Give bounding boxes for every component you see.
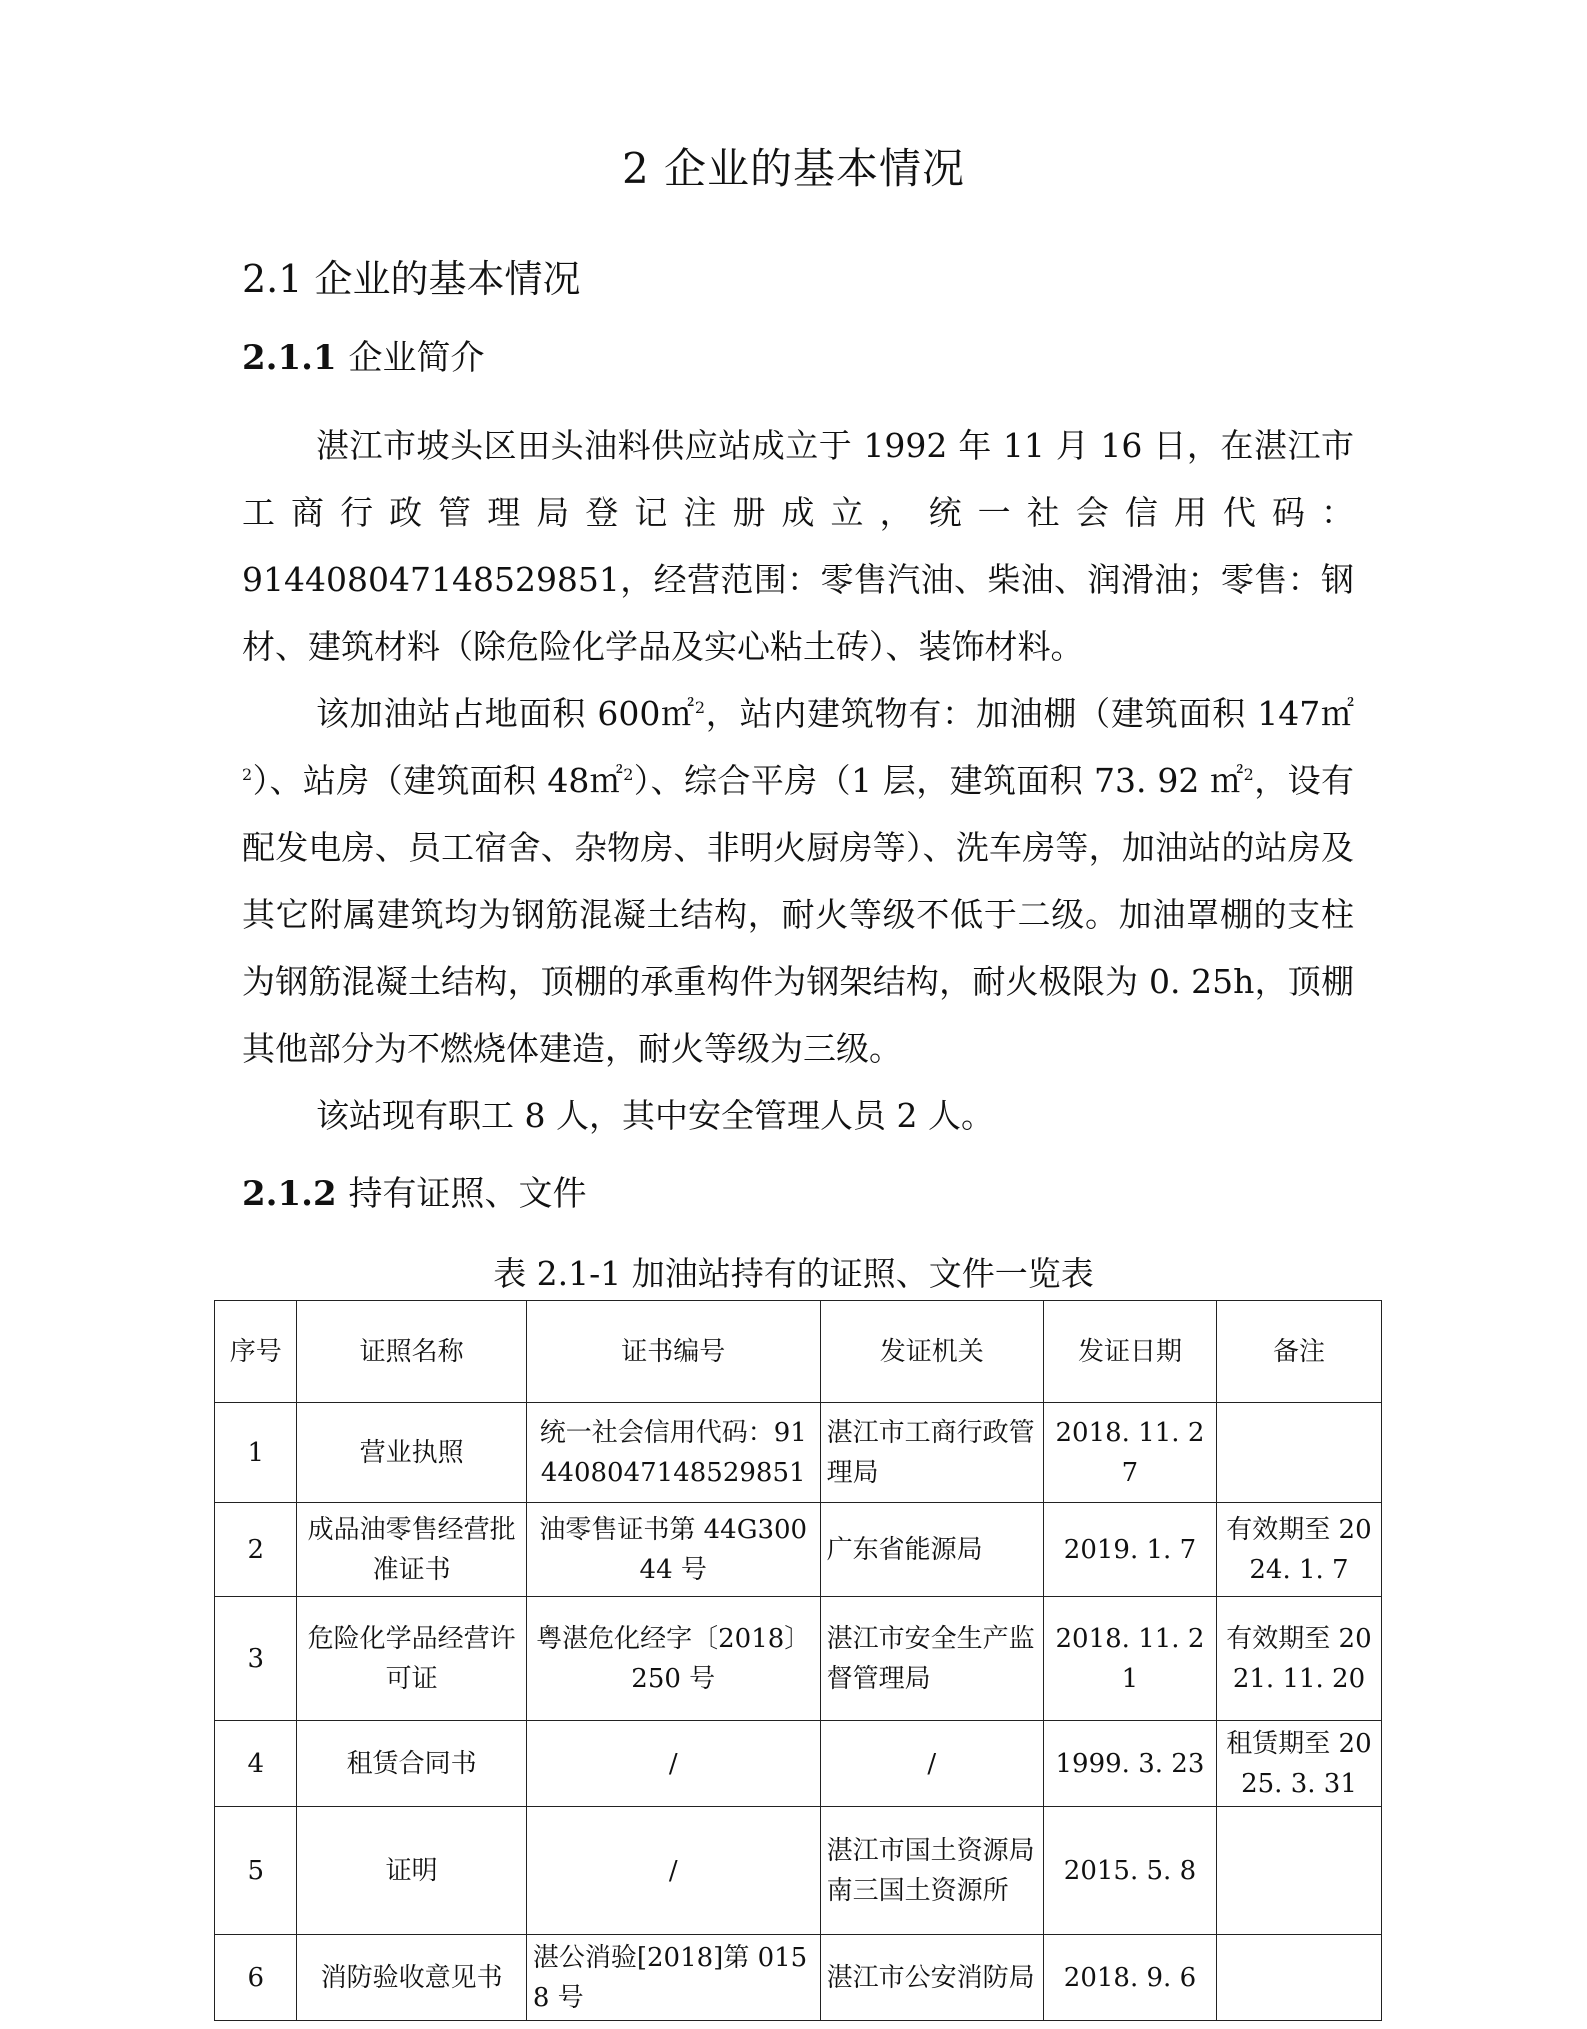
paragraph-staff: 该站现有职工 8 人，其中安全管理人员 2 人。 bbox=[316, 1096, 994, 1135]
subsection-heading-certificates bbox=[242, 1166, 587, 1215]
table-row bbox=[215, 1807, 1382, 1935]
header-cell: 证书编号 bbox=[526, 1301, 820, 1403]
table-cell: 1 bbox=[215, 1403, 297, 1503]
table-cell: 6 bbox=[215, 1935, 297, 2021]
table-row bbox=[215, 1503, 1382, 1597]
table-cell: 3 bbox=[215, 1597, 297, 1721]
table-row bbox=[215, 1721, 1382, 1807]
text-run: ，站内建筑物有：加油棚（建筑面积 147㎡ bbox=[705, 694, 1354, 733]
table-cell: 湛江市安全生产监督管理局 bbox=[820, 1597, 1043, 1721]
superscript: 2 bbox=[694, 698, 706, 717]
table-cell: / bbox=[526, 1807, 820, 1935]
table-cell: 2 bbox=[215, 1503, 297, 1597]
header-cell: 发证机关 bbox=[820, 1301, 1043, 1403]
subsection-heading-intro bbox=[242, 330, 485, 379]
table-row bbox=[215, 1935, 1382, 2021]
table-cell: 统一社会信用代码：914408047148529851 bbox=[526, 1403, 820, 1503]
section-title: 2.1 企业的基本情况 bbox=[242, 257, 581, 301]
table-cell: 湛江市国土资源局南三国土资源所 bbox=[820, 1807, 1043, 1935]
subsection-number: 2.1.2 bbox=[242, 1174, 337, 1214]
header-cell: 序号 bbox=[215, 1301, 297, 1403]
table-cell: 2015. 5. 8 bbox=[1043, 1807, 1216, 1935]
superscript: 2 bbox=[1243, 765, 1254, 784]
table-cell: 广东省能源局 bbox=[820, 1503, 1043, 1597]
table-cell: 湛江市工商行政管理局 bbox=[820, 1403, 1043, 1503]
intro-body bbox=[242, 412, 1354, 1149]
text-run: 该加油站占地面积 600㎡ bbox=[316, 694, 695, 733]
table-cell: 消防验收意见书 bbox=[297, 1935, 526, 2021]
subsection-title: 企业简介 bbox=[348, 338, 485, 378]
table-cell: 证明 bbox=[297, 1807, 526, 1935]
table-row bbox=[215, 1597, 1382, 1721]
table-cell: 2018. 11. 21 bbox=[1043, 1597, 1216, 1721]
header-cell: 证照名称 bbox=[297, 1301, 526, 1403]
table-cell: 湛江市公安消防局 bbox=[820, 1935, 1043, 2021]
text-run: ）、站房（建筑面积 48㎡ bbox=[252, 761, 624, 800]
table-cell: 营业执照 bbox=[297, 1403, 526, 1503]
table-header-row bbox=[215, 1301, 1382, 1403]
paragraph-buildings bbox=[242, 680, 1354, 1082]
table-cell: 2018. 11. 27 bbox=[1043, 1403, 1216, 1503]
table-cell: 粤湛危化经字〔2018〕250 号 bbox=[526, 1597, 820, 1721]
subsection-number: 2.1.1 bbox=[242, 338, 337, 378]
table-cell: 5 bbox=[215, 1807, 297, 1935]
table-cell: 2018. 9. 6 bbox=[1043, 1935, 1216, 2021]
chapter-title: 2 企业的基本情况 bbox=[621, 144, 966, 193]
table-cell: 危险化学品经营许可证 bbox=[297, 1597, 526, 1721]
table-cell: / bbox=[526, 1721, 820, 1807]
header-cell: 备注 bbox=[1216, 1301, 1381, 1403]
superscript: 2 bbox=[623, 765, 634, 784]
table-cell: 4 bbox=[215, 1721, 297, 1807]
subsection-title: 持有证照、文件 bbox=[348, 1174, 587, 1214]
table-cell: 租赁期至 2025. 3. 31 bbox=[1216, 1721, 1381, 1807]
table-cell: 1999. 3. 23 bbox=[1043, 1721, 1216, 1807]
table-cell: 有效期至 2024. 1. 7 bbox=[1216, 1503, 1381, 1597]
certificates-table bbox=[214, 1300, 1382, 2021]
table-cell: 2019. 1. 7 bbox=[1043, 1503, 1216, 1597]
text-run: ）、综合平房（1 层，建筑面积 73. 92 ㎡ bbox=[633, 761, 1244, 800]
table-cell: / bbox=[820, 1721, 1043, 1807]
table-cell: 有效期至 2021. 11. 20 bbox=[1216, 1597, 1381, 1721]
table-caption: 表 2.1-1 加油站持有的证照、文件一览表 bbox=[493, 1254, 1094, 1293]
table-cell: 油零售证书第 44G30044 号 bbox=[526, 1503, 820, 1597]
table-row bbox=[215, 1403, 1382, 1503]
text-run: ，设有配发电房、员工宿舍、杂物房、非明火厨房等）、洗车房等，加油站的站房及其它附属建筑均为钢筋混凝土结构，耐火等级不低于二级。加油罩棚的支柱为钢筋混凝土结构，顶棚的承重构件为钢架结构，耐火极限为 0. 25h，顶棚其他部分为不燃烧体建造，耐火等级为三级。 bbox=[242, 761, 1355, 1068]
table-cell: 成品油零售经营批准证书 bbox=[297, 1503, 526, 1597]
table-cell bbox=[1216, 1807, 1381, 1935]
superscript: 2 bbox=[242, 765, 253, 784]
table-cell bbox=[1216, 1935, 1381, 2021]
table-cell bbox=[1216, 1403, 1381, 1503]
header-cell: 发证日期 bbox=[1043, 1301, 1216, 1403]
table-cell: 湛公消验[2018]第 0158 号 bbox=[526, 1935, 820, 2021]
table-cell: 租赁合同书 bbox=[297, 1721, 526, 1807]
paragraph-company-profile: 湛江市坡头区田头油料供应站成立于 1992 年 11 月 16 日，在湛江市工商行政管理局登记注册成立，统一社会信用代码：914408047148529851，经营范围：零售汽油、柴油、润滑油；零售：钢材、建筑材料（除危险化学品及实心粘土砖）、装饰材料。 bbox=[242, 426, 1354, 666]
